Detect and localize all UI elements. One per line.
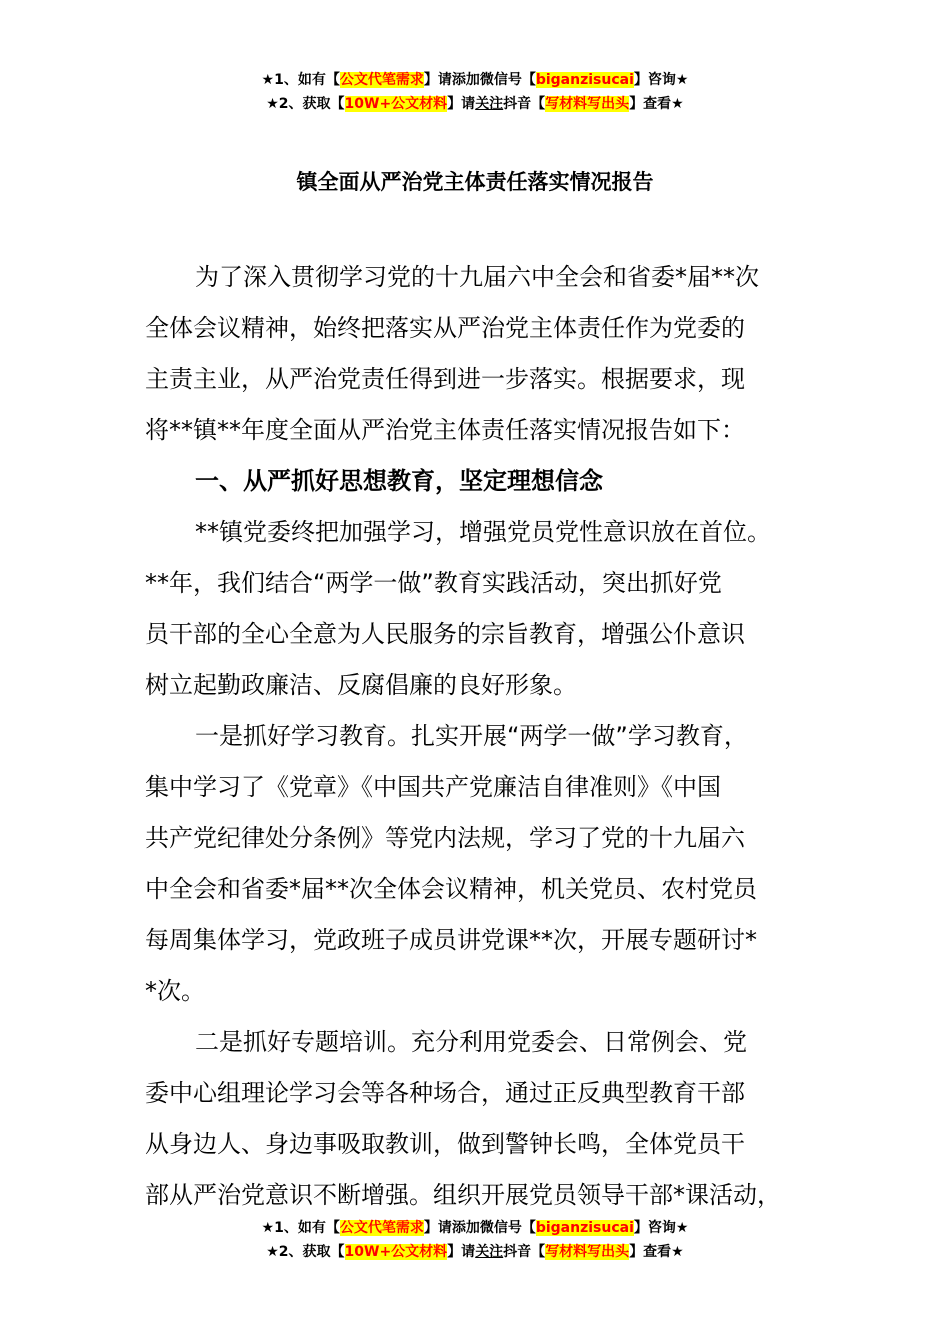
document-body: [145, 252, 825, 1221]
banner-highlight: biganzisucai: [535, 72, 634, 88]
banner-line-2: [0, 92, 950, 116]
banner-line-1: [0, 68, 950, 92]
body-line: 中全会和省委*届**次全体会议精神，机关党员、农村党员: [145, 875, 757, 903]
header-banner: [0, 68, 950, 116]
banner-text: 抖音【: [503, 1244, 546, 1260]
banner-highlight: 公文代笔需求: [339, 72, 424, 88]
banner-text: 】请: [447, 96, 476, 112]
body-line: 主责主业，从严治党责任得到进一步落实。根据要求，现: [145, 365, 745, 393]
banner-line-2: [0, 1240, 950, 1264]
banner-text: 】请: [447, 1244, 476, 1260]
banner-line-1: [0, 1216, 950, 1240]
body-line: 从身边人、身边事吸取教训，做到警钟长鸣，全体党员干: [145, 1130, 745, 1158]
banner-highlight: 写材料写出头: [545, 1244, 630, 1260]
banner-text: 】咨询★: [633, 1220, 689, 1236]
body-line: 为了深入贯彻学习党的十九届六中全会和省委*届**次: [195, 263, 759, 291]
body-line: 部从严治党意识不断增强。组织开展党员领导干部*课活动，: [145, 1181, 781, 1209]
body-line: 将**镇**年度全面从严治党主体责任落实情况报告如下：: [145, 416, 745, 444]
banner-underlined: 关注: [475, 96, 504, 112]
banner-text: ★2、获取【: [266, 96, 345, 112]
banner-highlight: 公文代笔需求: [339, 1220, 424, 1236]
banner-text: ★1、如有【: [261, 72, 340, 88]
document-title: 镇全面从严治党主体责任落实情况报告: [296, 170, 654, 194]
banner-text: 】请添加微信号【: [423, 1220, 536, 1236]
body-line: **镇党委终把加强学习，增强党员党性意识放在首位。: [195, 518, 771, 546]
banner-text: 】请添加微信号【: [423, 72, 536, 88]
footer-banner: [0, 1216, 950, 1264]
body-line: 树立起勤政廉洁、反腐倡廉的良好形象。: [145, 671, 577, 699]
banner-text: ★1、如有【: [261, 1220, 340, 1236]
banner-highlight: biganzisucai: [535, 1220, 634, 1236]
body-line: 共产党纪律处分条例》等党内法规，学习了党的十九届六: [145, 824, 745, 852]
body-line: 集中学习了《党章》《中国共产党廉洁自律准则》《中国: [145, 773, 721, 801]
banner-highlight: 10W+公文材料: [344, 1244, 448, 1260]
body-line: 全体会议精神，始终把落实从严治党主体责任作为党委的: [145, 314, 745, 342]
banner-text: 】查看★: [629, 1244, 684, 1260]
banner-underlined: 关注: [475, 1244, 504, 1260]
body-line: *次。: [145, 977, 205, 1005]
section-heading: 一、从严抓好思想教育，坚定理想信念: [195, 467, 603, 495]
body-line: 员干部的全心全意为人民服务的宗旨教育，增强公仆意识: [145, 620, 745, 648]
body-line: **年，我们结合“两学一做”教育实践活动，突出抓好党: [145, 569, 722, 597]
body-line: 一是抓好学习教育。扎实开展“两学一做”学习教育，: [195, 722, 748, 750]
banner-text: 抖音【: [503, 96, 546, 112]
body-line: 每周集体学习，党政班子成员讲党课**次，开展专题研讨*: [145, 926, 757, 954]
banner-text: 】咨询★: [633, 72, 689, 88]
banner-highlight: 写材料写出头: [545, 96, 630, 112]
body-line: 二是抓好专题培训。充分利用党委会、日常例会、党: [195, 1028, 747, 1056]
banner-highlight: 10W+公文材料: [344, 96, 448, 112]
banner-text: ★2、获取【: [266, 1244, 345, 1260]
body-line: 委中心组理论学习会等各种场合，通过正反典型教育干部: [145, 1079, 745, 1107]
banner-text: 】查看★: [629, 96, 684, 112]
